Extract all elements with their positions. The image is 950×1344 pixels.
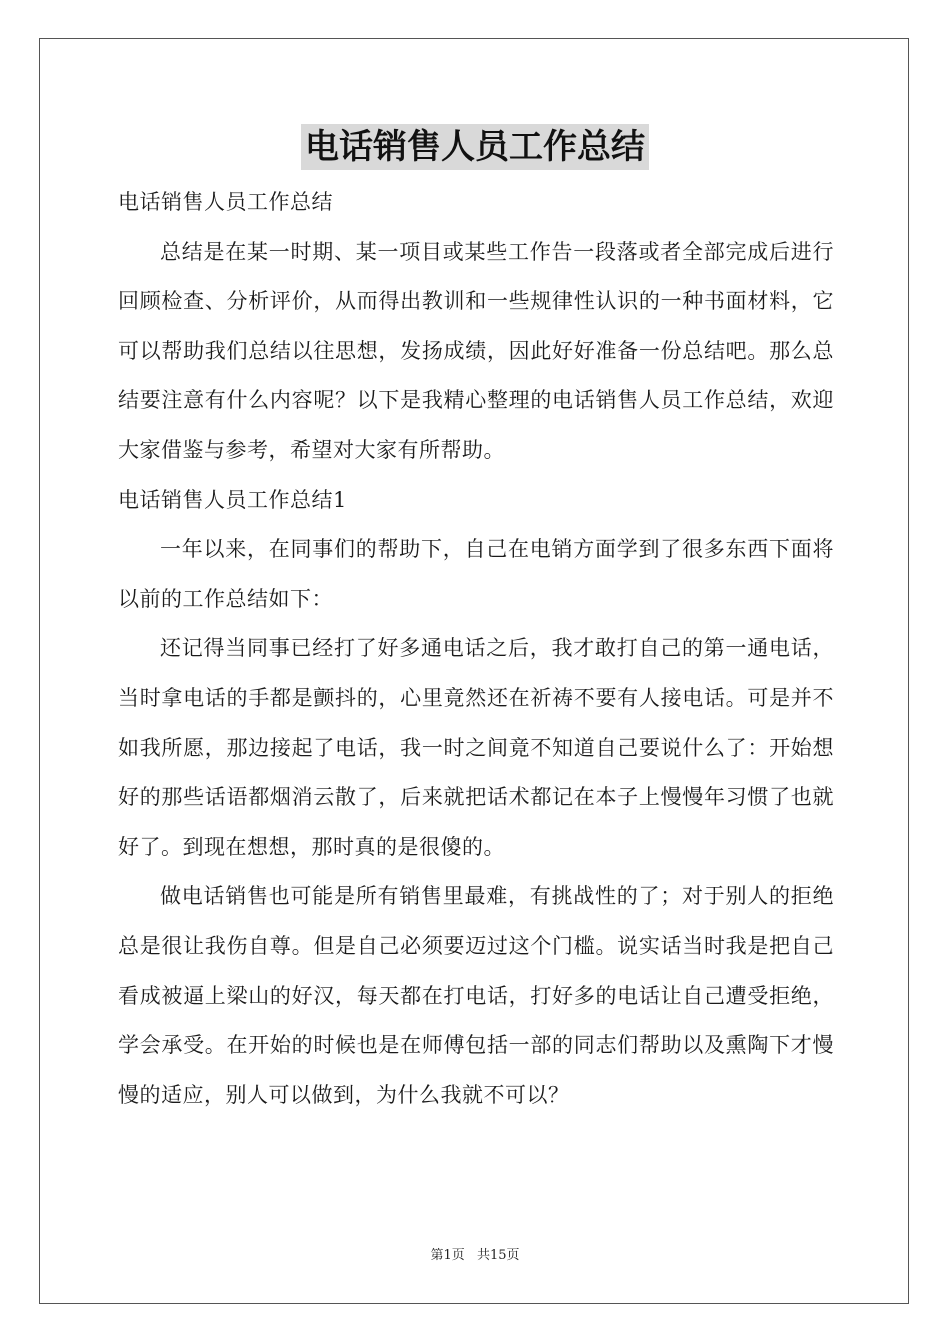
intro-paragraph: 总结是在某一时期、某一项目或某些工作告一段落或者全部完成后进行回顾检查、分析评价，从而得出教训和一些规律性认识的一种书面材料，它可以帮助我们总结以往思想，发扬成绩，因此好好准备一份总结吧。那么总结要注意有什么内容呢？以下是我精心整理的电话销售人员工作总结，欢迎大家借鉴与参考，希望对大家有所帮助。 (118, 239, 834, 462)
body-paragraph-3: 做电话销售也可能是所有销售里最难，有挑战性的了；对于别人的拒绝总是很让我伤自尊。但是自己必须要迈过这个门槛。说实话当时我是把自己看成被逼上梁山的好汉，每天都在打电话，打好多的电话让自己遭受拒绝，学会承受。在开始的时候也是在师傅包括一部的同志们帮助以及熏陶下才慢慢的适应，别人可以做到，为什么我就不可以？ (118, 884, 834, 1107)
document-title: 电话销售人员工作总结 (301, 124, 649, 170)
document-body (118, 178, 834, 1120)
body-paragraph-1: 一年以来，在同事们的帮助下，自己在电销方面学到了很多东西下面将以前的工作总结如下： (118, 537, 834, 611)
page-total: 共15页 (476, 1248, 520, 1263)
page-footer (0, 1246, 950, 1266)
page-number: 第1页 (430, 1248, 465, 1263)
document-subtitle: 电话销售人员工作总结 (118, 190, 333, 214)
body-paragraph-2: 还记得当同事已经打了好多通电话之后，我才敢打自己的第一通电话，当时拿电话的手都是颤抖的，心里竟然还在祈祷不要有人接电话。可是并不如我所愿，那边接起了电话，我一时之间竟不知道自己要说什么了：开始想好的那些话语都烟消云散了，后来就把话术都记在本子上慢慢年习惯了也就好了。到现在想想，那时真的是很傻的。 (118, 636, 834, 859)
title-container (0, 124, 950, 170)
section-heading: 电话销售人员工作总结1 (118, 487, 347, 512)
